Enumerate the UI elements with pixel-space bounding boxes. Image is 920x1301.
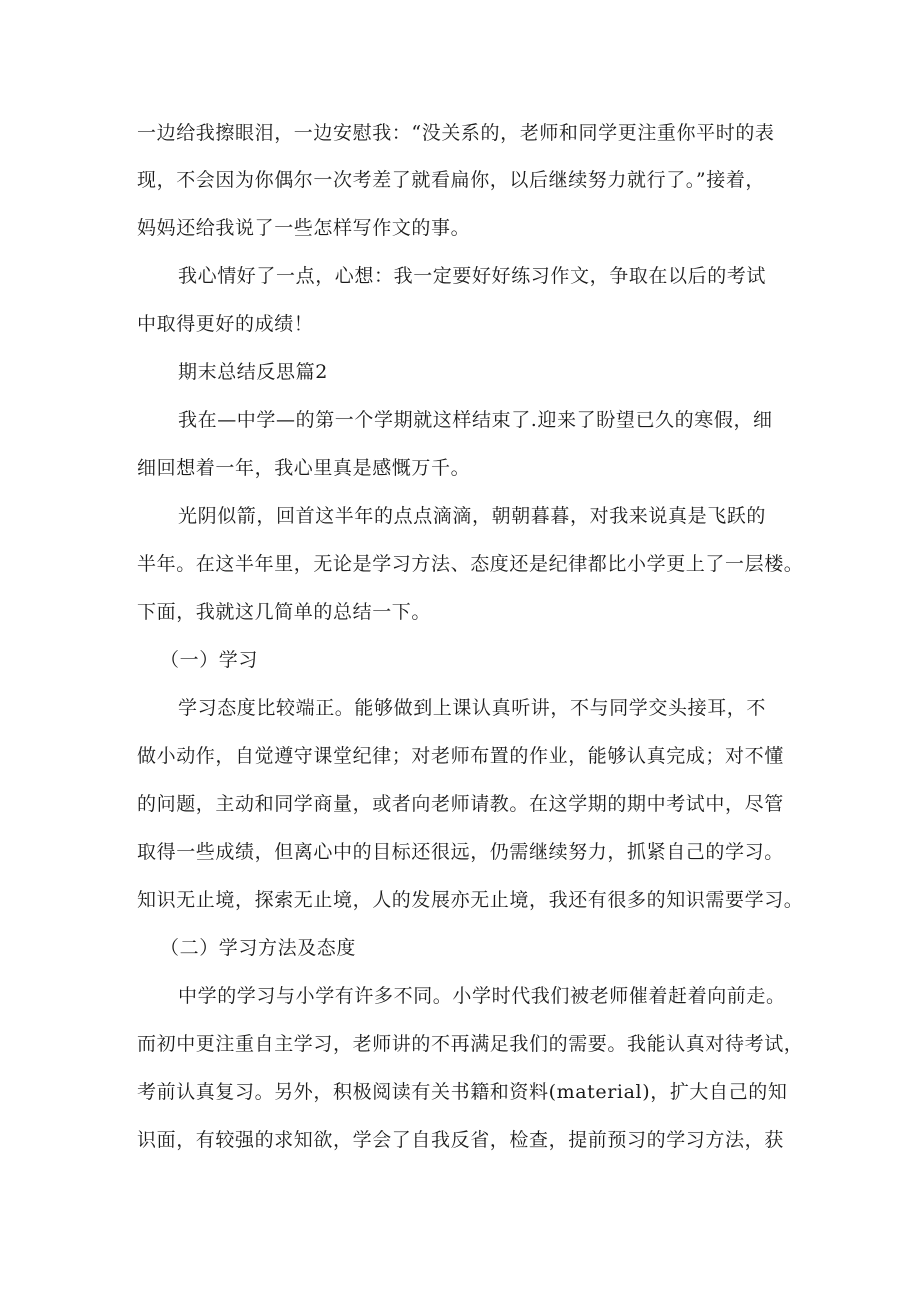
text-line: 我心情好了一点，心想：我一定要好好练习作文，争取在以后的考试 — [178, 265, 767, 287]
text-line: 下面，我就这几简单的总结一下。 — [137, 601, 432, 623]
subsection-heading: （二）学习方法及态度 — [160, 937, 357, 959]
text-line: 妈妈还给我说了一些怎样写作文的事。 — [137, 217, 471, 239]
text-line: 考前认真复习。另外，积极阅读有关书籍和资料(material)，扩大自己的知 — [137, 1081, 788, 1103]
text-line: 半年。在这半年里，无论是学习方法、态度还是纪律都比小学更上了一层楼。 — [137, 553, 804, 575]
text-line: 中取得更好的成绩！ — [137, 313, 314, 335]
text-line: 取得一些成绩，但离心中的目标还很远，仍需继续努力，抓紧自己的学习。 — [137, 841, 784, 863]
text-line: 细回想着一年，我心里真是感慨万千。 — [137, 457, 471, 479]
text-line: 做小动作，自觉遵守课堂纪律；对老师布置的作业，能够认真完成；对不懂 — [137, 745, 784, 767]
text-line: 我在—中学—的第一个学期就这样结束了.迎来了盼望已久的寒假，细 — [178, 409, 773, 431]
text-line: 一边给我擦眼泪，一边安慰我：“没关系的，老师和同学更注重你平时的表 — [137, 122, 775, 144]
text-line: 学习态度比较端正。能够做到上课认真听讲，不与同学交头接耳，不 — [178, 697, 767, 719]
text-line: 知识无止境，探索无止境，人的发展亦无止境，我还有很多的知识需要学习。 — [137, 889, 804, 911]
text-line: 中学的学习与小学有许多不同。小学时代我们被老师催着赶着向前走。 — [178, 985, 786, 1007]
section-heading: 期末总结反思篇2 — [178, 361, 328, 383]
text-line: 识面，有较强的求知欲，学会了自我反省，检查，提前预习的学习方法，获 — [137, 1129, 784, 1151]
text-line: 的问题，主动和同学商量，或者向老师请教。在这学期的期中考试中，尽管 — [137, 793, 784, 815]
text-line: 现，不会因为你偶尔一次考差了就看扁你，以后继续努力就行了。”接着， — [137, 169, 766, 191]
text-line: 光阴似箭，回首这半年的点点滴滴，朝朝暮暮，对我来说真是飞跃的 — [178, 505, 767, 527]
subsection-heading: （一）学习 — [160, 649, 259, 671]
text-line: 而初中更注重自主学习，老师讲的不再满足我们的需要。我能认真对待考试， — [137, 1033, 804, 1055]
